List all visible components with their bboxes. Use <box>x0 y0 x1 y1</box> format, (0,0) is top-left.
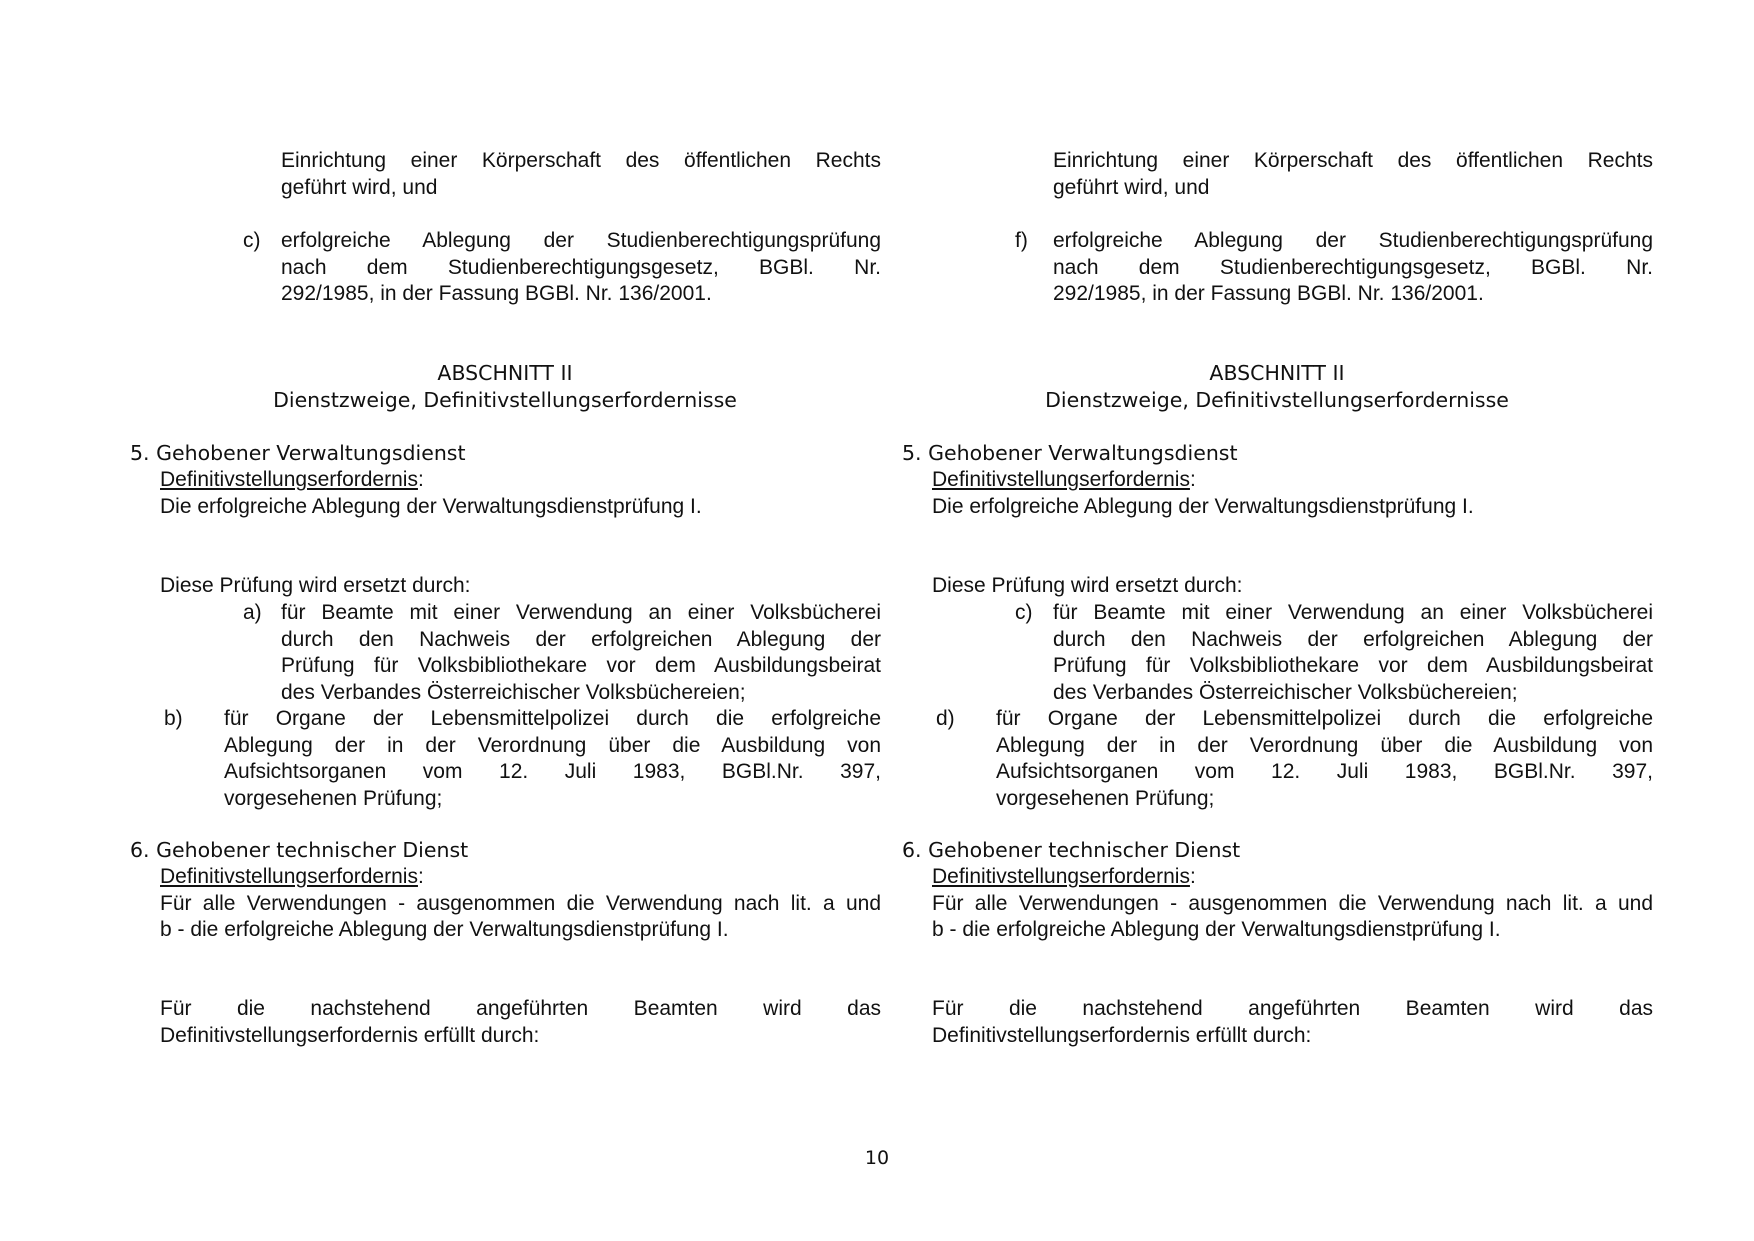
list-label: f) <box>1015 229 1028 252</box>
list-label: c) <box>1015 601 1033 624</box>
section-5-requirement: Definitivstellungserfordernis: Die erfolgreiche Ablegung der Verwaltungsdienstprüfung I. <box>160 467 880 520</box>
list-item: erfolgreiche Ablegung der Studienberechtigungsprüfung nach dem Studienberechtigungsgesetz, BGBl. Nr. 292/1985, in der Fassung BGBl. Nr. 136/2001. <box>1053 229 1653 305</box>
section-6-requirement: Definitivstellungserfordernis: Für alle Verwendungen - ausgenommen die Verwendung nach lit. a und b - die erfolgreiche Ablegung der Verwaltungsdienstprüfung I. <box>932 865 1653 941</box>
section-6-title: 6. Gehobener technischer Dienst <box>902 838 1241 862</box>
section-heading-title: ABSCHNITT II <box>437 361 573 385</box>
intro-paragraph: Einrichtung einer Körperschaft des öffentlichen Rechts geführt wird, und <box>1053 149 1653 199</box>
section-5-requirement: Definitivstellungserfordernis: Die erfolgreiche Ablegung der Verwaltungsdienstprüfung I. <box>932 467 1652 520</box>
list-label: d) <box>936 707 955 730</box>
list-item: für Beamte mit einer Verwendung an einer Volksbücherei durch den Nachweis der erfolgreichen Ablegung der Prüfung für Volksbibliothekare vor dem Ausbildungsbeirat des Verbandes Österreichischer Volksbüchereien; <box>281 601 881 704</box>
section-6-title: 6. Gehobener technischer Dienst <box>130 838 469 862</box>
requirement-text: Die erfolgreiche Ablegung der Verwaltungsdienstprüfung I. <box>932 494 1474 518</box>
list-label: c) <box>243 229 261 252</box>
requirement-label: Definitivstellungserfordernis <box>932 468 1190 491</box>
note-paragraph: Für die nachstehend angeführten Beamten wird das Definitivstellungserfordernis erfüllt durch: <box>160 997 881 1047</box>
replacement-intro: Diese Prüfung wird ersetzt durch: <box>160 574 471 597</box>
requirement-label: Definitivstellungserfordernis <box>932 865 1190 888</box>
section-5-title: 5. Gehobener Verwaltungsdienst <box>130 441 466 465</box>
section-heading-subtitle: Dienstzweige, Definitivstellungserfordernisse <box>273 387 737 412</box>
list-item: für Organe der Lebensmittelpolizei durch die erfolgreiche Ablegung der in der Verordnung über die Ausbildung von Aufsichtsorganen vom 12. Juli 1983, BGBl.Nr. 397, vorgesehenen Prüfung; <box>996 707 1653 810</box>
list-label: a) <box>243 601 262 624</box>
section-heading-title: ABSCHNITT II <box>1209 361 1345 385</box>
requirement-label: Definitivstellungserfordernis <box>160 468 418 491</box>
requirement-text: Die erfolgreiche Ablegung der Verwaltungsdienstprüfung I. <box>160 494 702 518</box>
list-item: für Organe der Lebensmittelpolizei durch die erfolgreiche Ablegung der in der Verordnung über die Ausbildung von Aufsichtsorganen vom 12. Juli 1983, BGBl.Nr. 397, vorgesehenen Prüfung; <box>224 707 881 810</box>
right-column <box>772 0 1672 1241</box>
list-item: für Beamte mit einer Verwendung an einer Volksbücherei durch den Nachweis der erfolgreichen Ablegung der Prüfung für Volksbibliothekare vor dem Ausbildungsbeirat des Verbandes Österreichischer Volksbüchereien; <box>1053 601 1653 704</box>
section-heading-subtitle: Dienstzweige, Definitivstellungserfordernisse <box>1045 387 1509 412</box>
list-item: erfolgreiche Ablegung der Studienberechtigungsprüfung nach dem Studienberechtigungsgesetz, BGBl. Nr. 292/1985, in der Fassung BGBl. Nr. 136/2001. <box>281 229 881 305</box>
section-heading <box>255 360 755 413</box>
section-heading <box>1027 360 1527 413</box>
page-number: 10 <box>864 1147 890 1169</box>
requirement-label: Definitivstellungserfordernis <box>160 865 418 888</box>
section-6-requirement: Definitivstellungserfordernis: Für alle Verwendungen - ausgenommen die Verwendung nach lit. a und b - die erfolgreiche Ablegung der Verwaltungsdienstprüfung I. <box>160 865 881 941</box>
section-5-title: 5. Gehobener Verwaltungsdienst <box>902 441 1238 465</box>
list-label: b) <box>164 707 183 730</box>
replacement-intro: Diese Prüfung wird ersetzt durch: <box>932 574 1243 597</box>
intro-paragraph: Einrichtung einer Körperschaft des öffentlichen Rechts geführt wird, und <box>281 149 881 199</box>
note-paragraph: Für die nachstehend angeführten Beamten wird das Definitivstellungserfordernis erfüllt durch: <box>932 997 1653 1047</box>
